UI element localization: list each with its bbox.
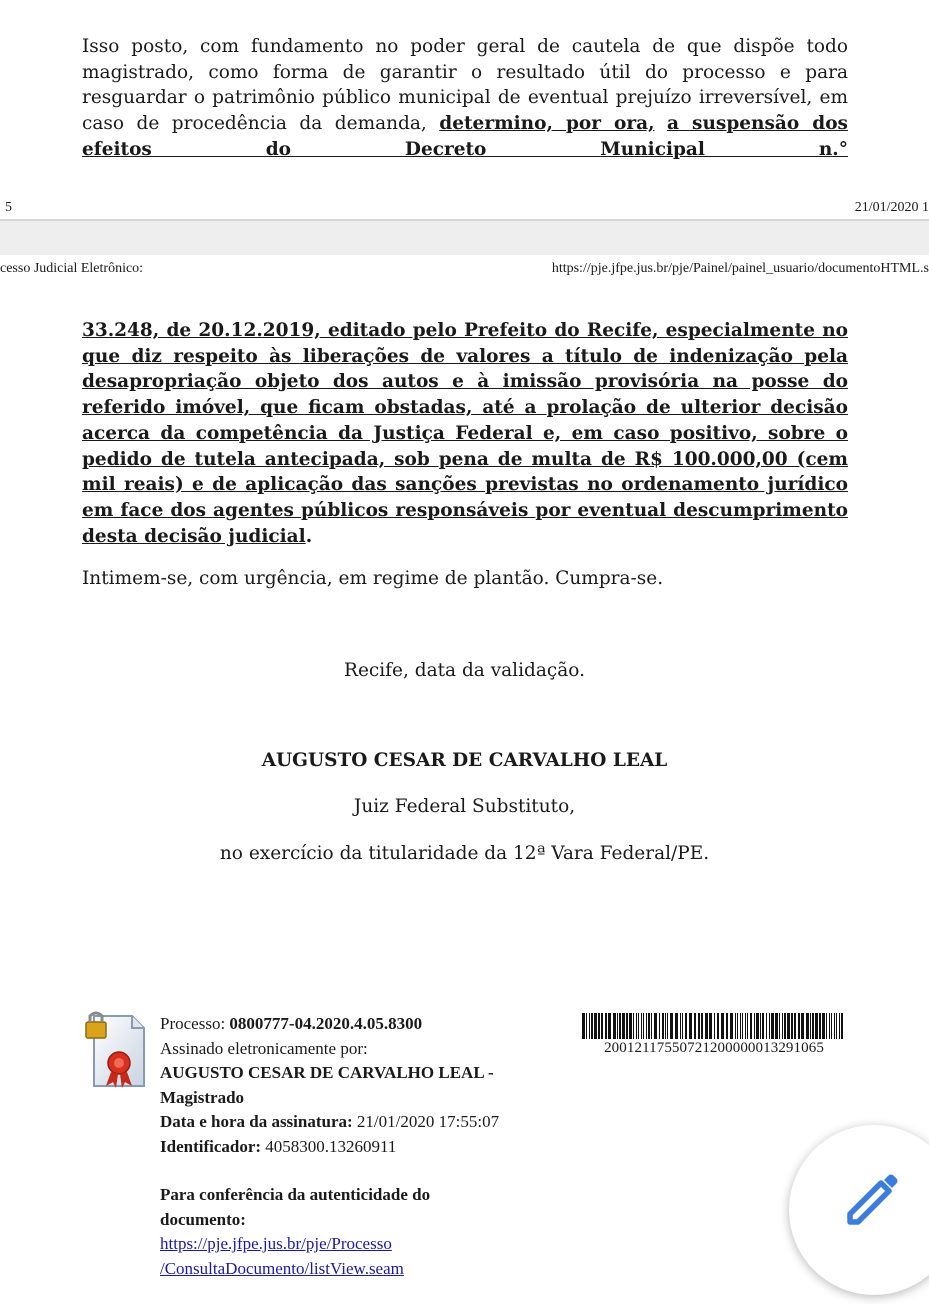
paragraph-period: . (305, 525, 313, 547)
barcode-bar (589, 1013, 590, 1039)
signed-document-icon (82, 1010, 150, 1090)
barcode-bar (745, 1013, 746, 1039)
barcode-bar (801, 1013, 804, 1039)
barcode-bar (810, 1013, 811, 1039)
barcode-bar (822, 1013, 825, 1039)
barcode-bar (643, 1013, 644, 1039)
barcode-bar (586, 1013, 587, 1039)
barcode-bar (619, 1013, 621, 1039)
barcode-bar (794, 1013, 796, 1039)
barcode-bar (826, 1013, 827, 1039)
barcode-bar (689, 1013, 692, 1039)
barcode-bar (675, 1013, 678, 1039)
verify-label-2: documento: (160, 1209, 246, 1229)
barcode-bar (648, 1013, 650, 1039)
barcode-bar (701, 1013, 703, 1039)
print-date: 21/01/2020 1 (854, 200, 929, 215)
barcode-bar (787, 1013, 790, 1039)
page-gap (0, 221, 929, 255)
barcode-bar (654, 1013, 657, 1039)
barcode-bar (831, 1013, 832, 1039)
signature-identifier: Identificador: 4058300.13260911 (160, 1136, 397, 1156)
process-number: 0800777-04.2020.4.05.8300 (229, 1014, 423, 1033)
barcode-bar (705, 1013, 708, 1039)
paragraph-line: público municipal de eventual prejuízo irreversível, em caso de procedência da (82, 87, 848, 135)
barcode-bar (747, 1013, 748, 1039)
signature-datetime: Data e hora da assinatura: 21/01/2020 17:55:07 (160, 1112, 500, 1131)
place-date: Recife, data da validação. (344, 660, 585, 681)
barcode-bar (829, 1013, 830, 1039)
barcode-bar (782, 1013, 783, 1039)
judge-name: AUGUSTO CESAR DE CARVALHO LEAL (261, 750, 668, 771)
decision-paragraph-main (82, 318, 848, 549)
page-number: 5 (5, 200, 12, 215)
barcode-bar (659, 1013, 660, 1039)
verification-link[interactable]: https://pje.jfpe.jus.br/pje/Processo (160, 1234, 392, 1253)
barcode-bar (667, 1013, 668, 1039)
main-paragraph-text: 33.248, de 20.12.2019, editado pelo Prefeito do Recife, especialmente no que diz respeito às liberações de valores a título de indenização pela desapropriação objeto dos autos e à imissão provisória na posse do referido imóvel, que ficam obstadas, até a prolação de ulterior decisão acerca da competência da Justiça Federal e, em caso positivo, sobre o pedido de tutela antecipada, sob pena de multa de R$ 100.000,00 (cem mil reais) e de aplicação das sanções previstas no ordenamento jurídico em face dos agentes públicos responsáveis por eventual descumprimento desta decisão judicial (82, 320, 848, 547)
barcode-bar (815, 1013, 818, 1039)
barcode-bar (698, 1013, 700, 1039)
judge-title: Juiz Federal Substituto, (353, 796, 576, 817)
barcode (582, 1013, 846, 1039)
intimation-text: Intimem-se, com urgência, em regime de plantão. Cumpra-se. (82, 568, 664, 589)
barcode-bar (626, 1013, 628, 1039)
barcode-bar (651, 1013, 652, 1039)
pencil-edit-icon (842, 1170, 902, 1230)
barcode-bar (771, 1013, 774, 1039)
barcode-bar (594, 1013, 597, 1039)
signed-by-label: Assinado eletronicamente por: (160, 1038, 368, 1058)
barcode-bar (737, 1013, 738, 1039)
signature-block (160, 1012, 580, 1281)
barcode-bar (791, 1013, 793, 1039)
determination-text: determino, por ora, (439, 113, 655, 135)
barcode-bar (750, 1013, 752, 1039)
barcode-bar (841, 1013, 843, 1039)
barcode-bar (766, 1013, 767, 1039)
barcode-bar (694, 1013, 696, 1039)
barcode-bar (754, 1013, 755, 1039)
barcode-bar (742, 1013, 743, 1039)
barcode-bar (762, 1013, 764, 1039)
judge-role: no exercício da titularidade da 12ª Vara Federal/PE. (219, 843, 710, 864)
barcode-bar (582, 1013, 585, 1039)
verify-label: Para conferência da autenticidade do (160, 1185, 431, 1204)
barcode-bar (591, 1013, 593, 1039)
barcode-bar (784, 1013, 786, 1039)
barcode-bar (740, 1013, 741, 1039)
paragraph-line: como forma de garantir o resultado útil do processo e para resguardar o patrimônio (82, 61, 848, 109)
barcode-bar (685, 1013, 687, 1039)
barcode-bar (680, 1013, 681, 1039)
barcode-bar (641, 1013, 642, 1039)
page-header-title: cesso Judicial Eletrônico: (0, 261, 144, 276)
barcode-bar (598, 1013, 600, 1039)
barcode-bar (638, 1013, 639, 1039)
barcode-bar (726, 1013, 728, 1039)
barcode-bar (735, 1013, 736, 1039)
barcode-bar (665, 1013, 666, 1039)
barcode-bar (819, 1013, 821, 1039)
barcode-bar (836, 1013, 837, 1039)
barcode-bar (662, 1013, 664, 1039)
signer-role: Magistrado (160, 1087, 245, 1107)
barcode-number: 20012117550721200000013291065 (604, 1040, 824, 1056)
verification-link-2[interactable]: /ConsultaDocumento/listView.seam (160, 1258, 404, 1278)
suspension-text: a suspensão dos efeitos do Decreto Municipal n.° (82, 113, 848, 160)
page-header-url: https://pje.jfpe.jus.br/pje/Painel/painel_usuario/documentoHTML.s (551, 261, 929, 276)
barcode-bar (730, 1013, 733, 1039)
barcode-bar (682, 1013, 683, 1039)
barcode-bar (605, 1013, 607, 1039)
decision-paragraph-top (82, 34, 848, 163)
barcode-bar (798, 1013, 800, 1039)
barcode-bar (779, 1013, 780, 1039)
barcode-bar (834, 1013, 835, 1039)
barcode-bar (714, 1013, 715, 1039)
paragraph-line: Isso posto, com fundamento no poder geral de cautela de que dispõe todo magistrado, (82, 36, 848, 83)
barcode-bar (756, 1013, 759, 1039)
barcode-bar (812, 1013, 814, 1039)
barcode-bar (769, 1013, 770, 1039)
barcode-bar (775, 1013, 778, 1039)
barcode-bar (721, 1013, 724, 1039)
barcode-bar (806, 1013, 809, 1039)
barcode-bar (636, 1013, 637, 1039)
barcode-bar (622, 1013, 625, 1039)
barcode-bar (646, 1013, 647, 1039)
barcode-bar (617, 1013, 618, 1039)
signer-name: AUGUSTO CESAR DE CARVALHO LEAL - (160, 1063, 494, 1082)
barcode-bar (760, 1013, 761, 1039)
barcode-bar (608, 1013, 611, 1039)
barcode-bar (839, 1013, 840, 1039)
barcode-bar (601, 1013, 603, 1039)
barcode-bar (670, 1013, 673, 1039)
paragraph-line: demanda, (334, 113, 440, 135)
process-line: Processo: 0800777-04.2020.4.05.8300 (160, 1014, 423, 1033)
barcode-bar (629, 1013, 632, 1039)
barcode-bar (633, 1013, 634, 1039)
barcode-bar (717, 1013, 719, 1039)
barcode-bar (613, 1013, 616, 1039)
barcode-bar (709, 1013, 712, 1039)
